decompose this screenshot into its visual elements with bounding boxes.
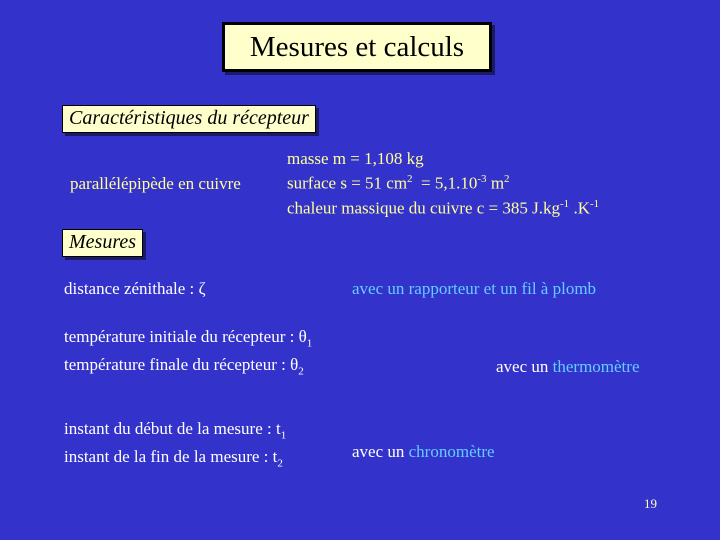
page-number: 19	[644, 496, 657, 511]
instant-fin-line: instant de la fin de la mesure : $t_2$	[64, 447, 283, 470]
recepteur-label: parallélépipède en cuivre	[70, 174, 241, 193]
mesures-heading-text: Mesures	[69, 231, 137, 253]
distance-method: avec un rapporteur et un fil à plomb	[352, 279, 597, 298]
chaleur-line: chaleur massique du cuivre c = 385 $J.kg^{-1}$ $.K^{-1}$	[287, 197, 600, 218]
masse-line: masse m = 1,108 kg	[287, 149, 424, 168]
caracteristiques-heading-text: Caractéristiques du récepteur	[69, 107, 309, 129]
section-mesures-heading	[62, 229, 143, 257]
temp-initiale-line: température initiale du récepteur : $\theta_1$	[64, 327, 313, 350]
surface-line: surface s = 51 $cm^2 = 5,1.10^{-3}$ $m^2$	[287, 173, 510, 193]
temp-finale-line: température finale du récepteur : $\theta_2$	[64, 355, 304, 378]
temperature-method: avec un thermomètre	[496, 357, 640, 376]
section-caracteristiques-heading	[62, 105, 316, 133]
instant-method: avec un chronomètre	[352, 442, 495, 461]
slide-title-text: Mesures et calculs	[249, 30, 465, 63]
instant-debut-line: instant du début de la mesure : $t_1$	[64, 419, 287, 442]
instant-block	[64, 418, 286, 475]
slide-title	[222, 22, 492, 72]
temperature-block	[64, 326, 312, 383]
distance-zenithale-label: distance zénithale : ζ	[64, 279, 206, 298]
recepteur-specs	[287, 148, 599, 218]
